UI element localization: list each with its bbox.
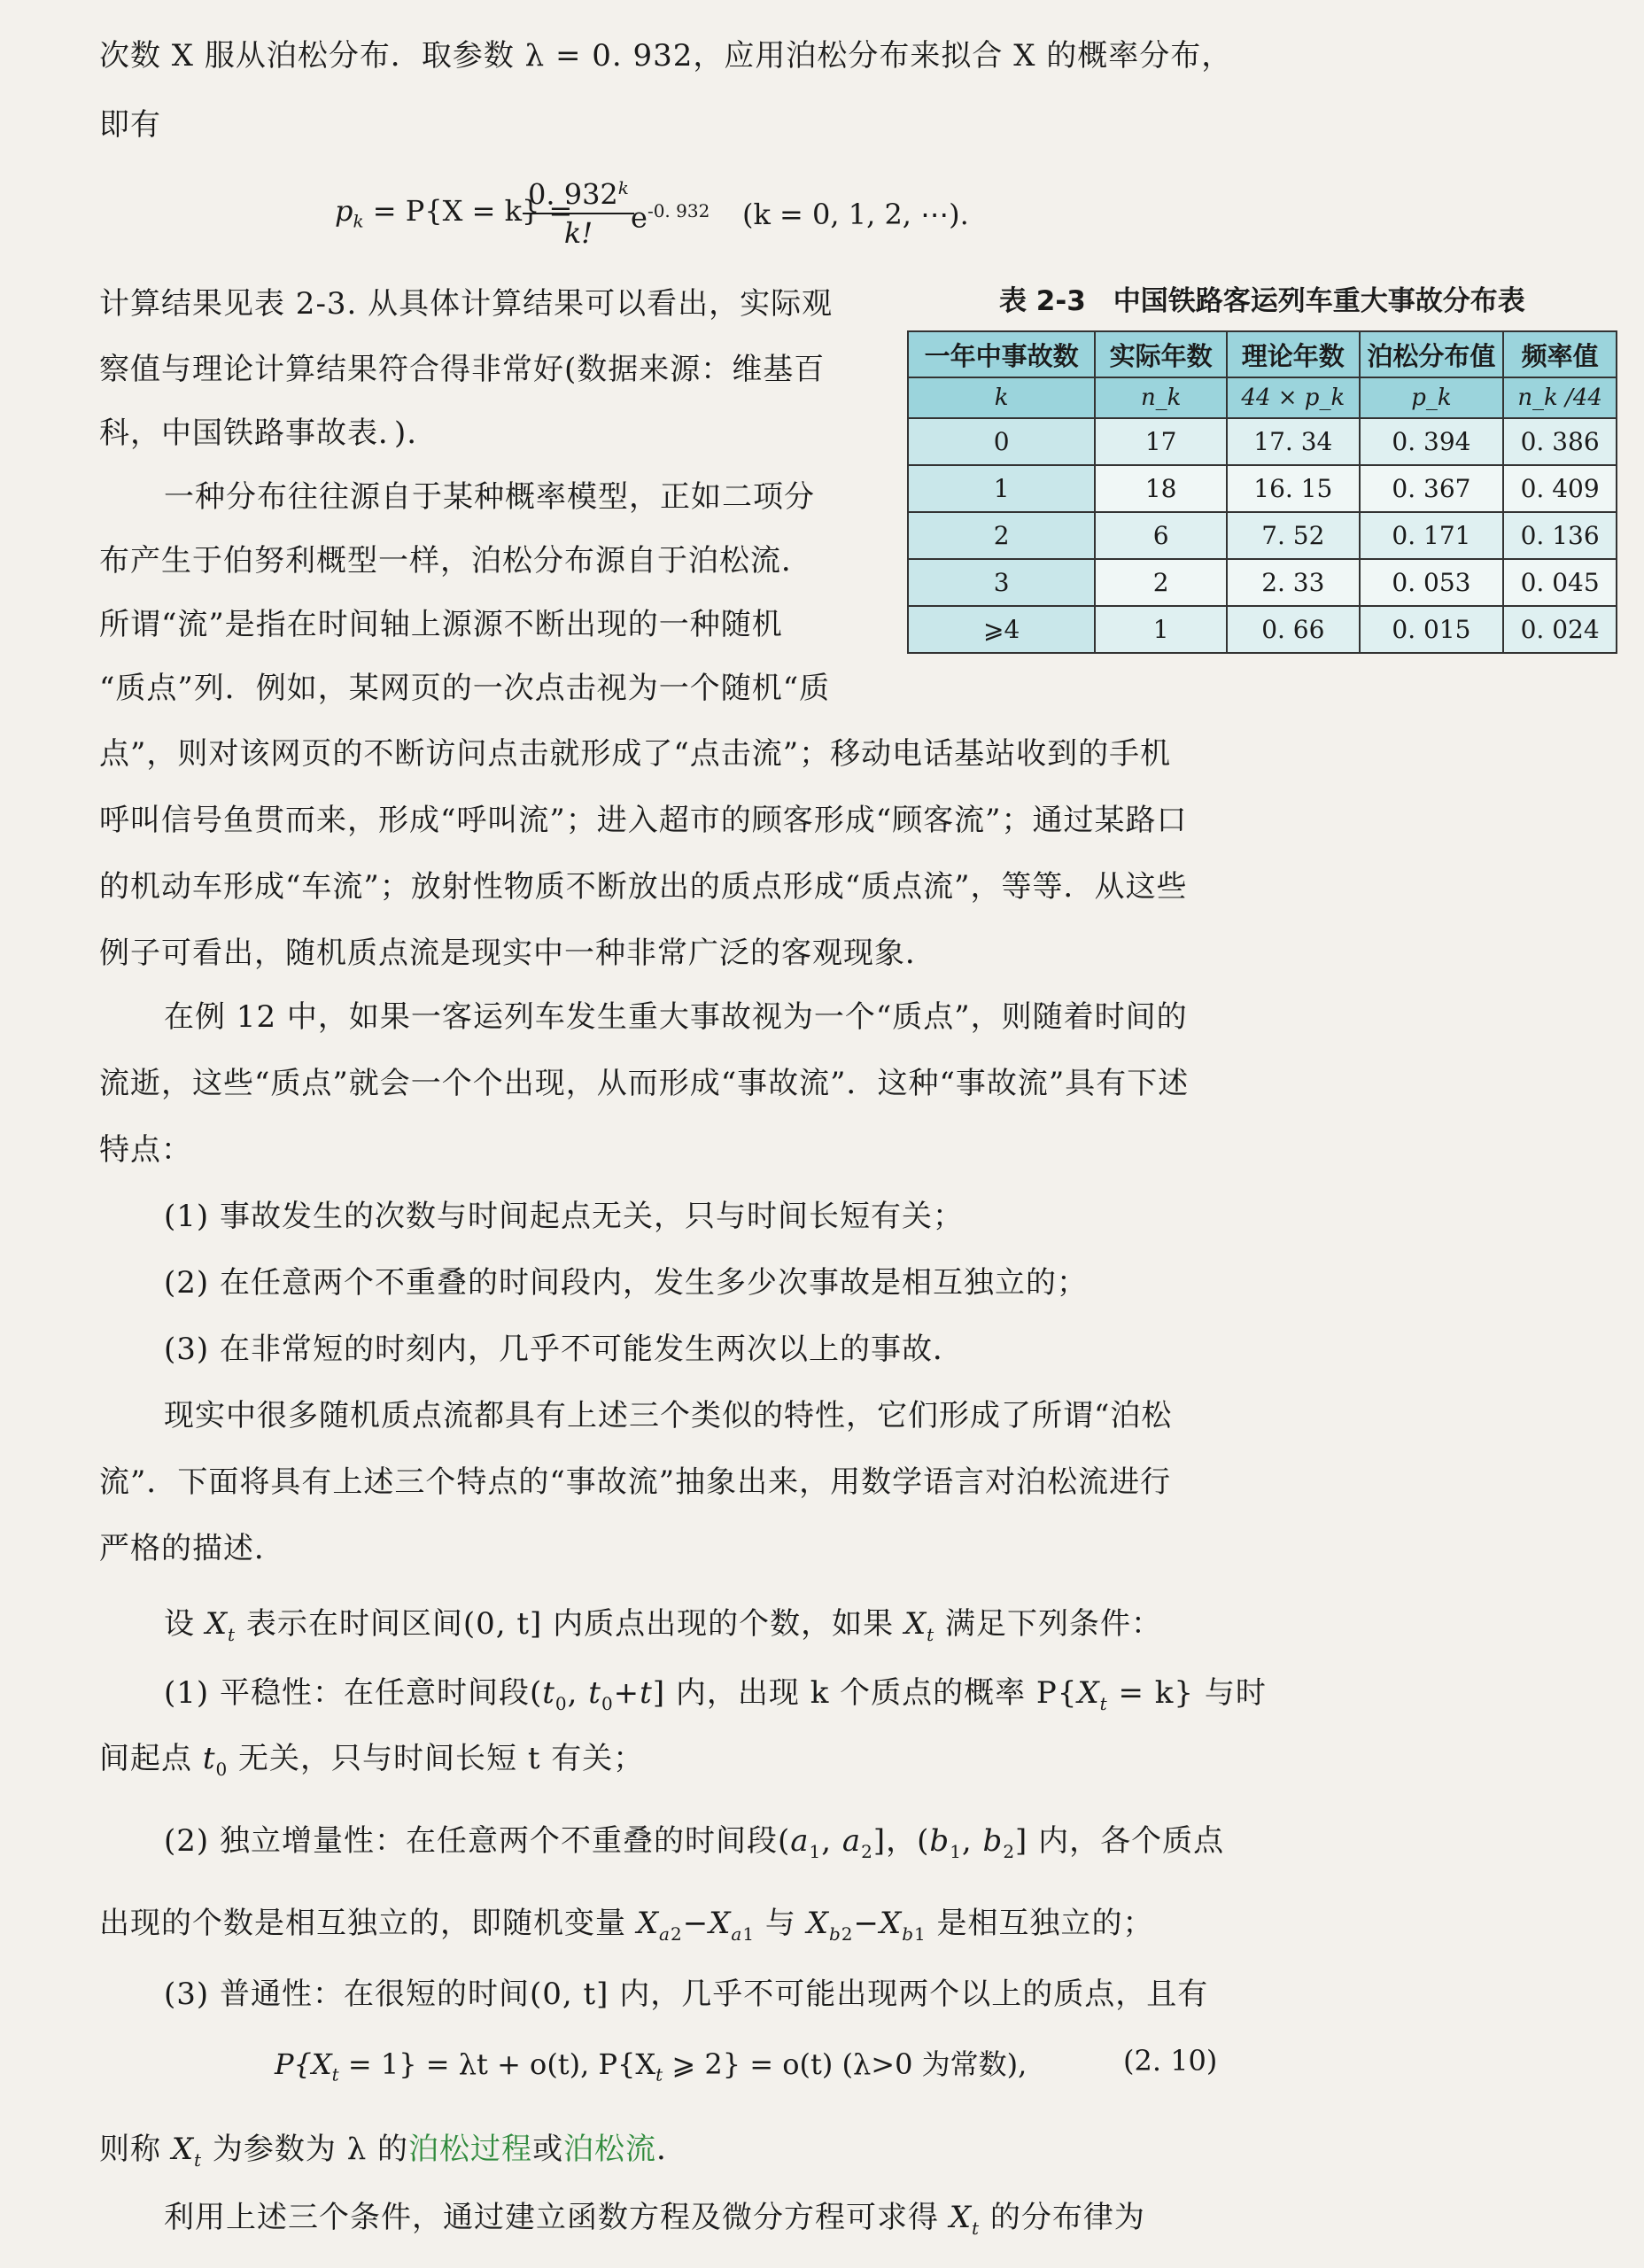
text-span: ] 内，各个质点 <box>1015 1823 1225 1859</box>
term-poisson-flow: 泊松流 <box>563 2132 657 2167</box>
text-line: 即有 <box>99 107 161 143</box>
math-symbol: p <box>335 194 353 228</box>
table-row <box>908 512 1617 559</box>
list-item <box>164 1673 1267 1724</box>
text-line: 点”，则对该网页的不断访问点击就形成了“点击流”；移动电话基站收到的手机 <box>99 736 1172 772</box>
table-subheader: n_k <box>1095 377 1227 418</box>
math-subscript: 0 <box>215 1758 229 1780</box>
text-line: 次数 X 服从泊松分布．取参数 λ = 0. 932，应用泊松分布来拟合 X 的概率分布， <box>99 38 1233 74</box>
formula-fraction <box>523 170 634 252</box>
text-span: ． <box>656 2132 688 2167</box>
math-subscript: 2 <box>1003 1840 1016 1862</box>
table-caption: 表 2-3 中国铁路客运列车重大事故分布表 <box>999 285 1525 317</box>
math-text: +t <box>613 1675 653 1711</box>
math-symbol: X <box>205 1606 229 1642</box>
text-span: 的分布律为 <box>980 2200 1145 2235</box>
math-symbol: X <box>709 1906 732 1941</box>
text-span: 表示在时间区间(0, t] 内质点出现的个数，如果 <box>236 1606 904 1642</box>
math-subscript: 1 <box>809 1840 822 1862</box>
text-span: 或 <box>532 2132 564 2167</box>
text-span: 出现的个数是相互独立的，即随机变量 <box>99 1906 637 1941</box>
text-span: ]，( <box>872 1823 930 1859</box>
math-subscript: b <box>828 1922 841 1945</box>
math-text: = P{X = k} = <box>363 194 573 228</box>
text-span: 设 <box>164 1606 206 1642</box>
table-header: 频率值 <box>1503 331 1617 377</box>
text-span: 利用上述三个条件，通过建立函数方程及微分方程可求得 <box>164 2200 950 2235</box>
text-span: 则称 <box>99 2132 172 2167</box>
text-line: 现实中很多随机质点流都具有上述三个类似的特性，它们形成了所谓“泊松 <box>164 1398 1173 1433</box>
table-cell: 0. 136 <box>1503 512 1617 559</box>
term-poisson-process: 泊松过程 <box>408 2132 533 2167</box>
math-text: ⩾ 2} = o(t) (λ>0 为常数), <box>663 2047 1028 2081</box>
equation-number: (2. 10) <box>1123 2044 1218 2078</box>
table-row <box>908 606 1617 653</box>
table-header: 理论年数 <box>1227 331 1360 377</box>
table-cell: 6 <box>1095 512 1227 559</box>
table-cell: 7. 52 <box>1227 512 1360 559</box>
formula-condition: (k = 0, 1, 2, ⋯). <box>742 198 969 231</box>
table-cell: 0. 015 <box>1360 606 1504 653</box>
math-subscript: 2 <box>861 1840 873 1862</box>
math-symbol: X <box>806 1906 829 1941</box>
math-text: , <box>821 1823 842 1859</box>
table-subheader: p_k <box>1360 377 1504 418</box>
math-symbol: b <box>929 1823 950 1859</box>
math-symbol: t <box>202 1741 216 1776</box>
table-header: 一年中事故数 <box>908 331 1095 377</box>
table-row <box>908 418 1617 465</box>
table-cell: 0. 394 <box>1360 418 1504 465</box>
table-cell: ⩾4 <box>908 606 1095 653</box>
table-cell: 2 <box>908 512 1095 559</box>
table-cell: 1 <box>908 465 1095 512</box>
math-subscript: t <box>1099 1692 1108 1714</box>
accident-distribution-table <box>907 330 1617 654</box>
table-cell: 0. 386 <box>1503 418 1617 465</box>
math-subscript: a <box>659 1922 671 1945</box>
math-symbol: X <box>903 1606 927 1642</box>
text-line: 科，中国铁路事故表．). <box>99 416 418 451</box>
text-span: ] 内，出现 k 个质点的概率 P{ <box>652 1675 1078 1711</box>
table-cell: 0 <box>908 418 1095 465</box>
table-cell: 3 <box>908 559 1095 606</box>
math-symbol: t <box>542 1675 555 1711</box>
math-subscript: t <box>331 2063 339 2085</box>
text-span: 无关，只与时间长短 t 有关； <box>228 1741 645 1776</box>
math-text: P{X <box>275 2047 332 2081</box>
equation-2-10 <box>275 2047 1027 2092</box>
text-line: 察值与理论计算结果符合得非常好(数据来源：维基百 <box>99 352 826 387</box>
text-line: 流”．下面将具有上述三个特点的“事故流”抽象出来，用数学语言对泊松流进行 <box>99 1464 1172 1500</box>
math-subscript: t <box>228 1623 237 1645</box>
table-cell: 0. 171 <box>1360 512 1504 559</box>
table-row <box>908 559 1617 606</box>
list-item: (1) 事故发生的次数与时间起点无关，只与时间长短有关； <box>164 1199 964 1234</box>
list-item: (3) 普通性：在很短的时间(0, t] 内，几乎不可能出现两个以上的质点，且有 <box>164 1977 1209 2012</box>
math-subscript: 2 <box>670 1922 683 1945</box>
text-line <box>99 1903 1154 1954</box>
text-line: 严格的描述． <box>99 1531 285 1566</box>
math-text: = 1} = λt + o(t), P{X <box>338 2047 656 2081</box>
text-span: 间起点 <box>99 1741 203 1776</box>
math-symbol: X <box>636 1906 660 1941</box>
math-symbol: a <box>841 1823 862 1859</box>
math-subscript: t <box>927 1623 935 1645</box>
math-symbol: X <box>1077 1675 1100 1711</box>
text-line <box>164 2197 1145 2249</box>
math-superscript: -0. 932 <box>647 200 710 221</box>
text-span: = k} 与时 <box>1107 1675 1267 1711</box>
list-item: (3) 在非常短的时刻内，几乎不可能发生两次以上的事故． <box>164 1332 964 1367</box>
table-subheader: k <box>908 377 1095 418</box>
text-span: 满足下列条件： <box>934 1606 1163 1642</box>
text-line <box>99 2129 687 2180</box>
math-text: − <box>853 1906 880 1941</box>
text-line: 的机动车形成“车流”；放射性物质不断放出的质点形成“质点流”，等等．从这些 <box>99 869 1188 905</box>
table-cell: 0. 409 <box>1503 465 1617 512</box>
table-cell: 17 <box>1095 418 1227 465</box>
math-subscript: 1 <box>742 1922 756 1945</box>
math-text: , <box>961 1823 983 1859</box>
math-subscript: t <box>972 2217 981 2239</box>
math-subscript: k <box>353 210 364 232</box>
table-cell: 0. 053 <box>1360 559 1504 606</box>
table-cell: 0. 024 <box>1503 606 1617 653</box>
math-subscript: t <box>655 2063 663 2085</box>
math-symbol: b <box>982 1823 1004 1859</box>
table-cell: 0. 045 <box>1503 559 1617 606</box>
math-subscript: 2 <box>841 1922 854 1945</box>
fraction-numerator <box>523 170 634 214</box>
math-superscript: k <box>617 177 629 198</box>
math-symbol: a <box>790 1823 810 1859</box>
math-subscript: a <box>731 1922 743 1945</box>
text-span: (2) 独立增量性：在任意两个不重叠的时间段( <box>164 1823 791 1859</box>
table-subheader: n_k /44 <box>1503 377 1617 418</box>
text-line: 布产生于伯努利概型一样，泊松分布源自于泊松流． <box>99 543 812 579</box>
math-text: , <box>567 1675 589 1711</box>
fraction-denominator: k! <box>563 215 593 250</box>
math-subscript: 0 <box>601 1692 614 1714</box>
math-subscript: 1 <box>950 1840 962 1862</box>
math-subscript: t <box>194 2148 203 2171</box>
math-text: − <box>682 1906 710 1941</box>
math-symbol: X <box>171 2132 195 2167</box>
text-line: 流逝，这些“质点”就会一个个出现，从而形成“事故流”．这种“事故流”具有下述 <box>99 1066 1190 1101</box>
math-subscript: b <box>902 1922 915 1945</box>
text-line: 一种分布往往源自于某种概率模型，正如二项分 <box>164 479 815 515</box>
text-line: 特点： <box>99 1132 192 1168</box>
text-span: (1) 平稳性：在任意时间段( <box>164 1675 543 1711</box>
text-line: 所谓“流”是指在时间轴上源源不断出现的一种随机 <box>99 607 783 642</box>
math-text: e <box>631 200 648 235</box>
text-line: 在例 12 中，如果一客运列车发生重大事故视为一个“质点”，则随着时间的 <box>164 999 1188 1035</box>
table-cell: 17. 34 <box>1227 418 1360 465</box>
text-span: 是相互独立的； <box>926 1906 1154 1941</box>
list-item: (2) 在任意两个不重叠的时间段内，发生多少次事故是相互独立的； <box>164 1265 1088 1301</box>
math-symbol: t <box>588 1675 601 1711</box>
text-line: “质点”列．例如，某网页的一次点击视为一个随机“质 <box>99 671 831 706</box>
text-line: 计算结果见表 2-3. 从具体计算结果可以看出，实际观 <box>99 286 834 322</box>
text-line <box>164 1604 1162 1655</box>
formula-exp <box>631 193 710 236</box>
text-span: 与 <box>755 1906 807 1941</box>
table-cell: 0. 367 <box>1360 465 1504 512</box>
table-cell: 1 <box>1095 606 1227 653</box>
table-row <box>908 465 1617 512</box>
table-header: 实际年数 <box>1095 331 1227 377</box>
table-cell: 2 <box>1095 559 1227 606</box>
math-text: 0. 932 <box>528 177 618 212</box>
table-cell: 16. 15 <box>1227 465 1360 512</box>
text-line <box>99 1738 644 1790</box>
math-subscript: 1 <box>914 1922 927 1945</box>
table-header: 泊松分布值 <box>1360 331 1504 377</box>
table-cell: 2. 33 <box>1227 559 1360 606</box>
table-cell: 0. 66 <box>1227 606 1360 653</box>
text-span: 为参数为 λ 的 <box>202 2132 409 2167</box>
math-symbol: X <box>949 2200 973 2235</box>
text-line: 呼叫信号鱼贯而来，形成“呼叫流”；进入超市的顾客形成“顾客流”；通过某路口 <box>99 803 1188 838</box>
math-symbol: X <box>879 1906 903 1941</box>
text-line: 例子可看出，随机质点流是现实中一种非常广泛的客观现象． <box>99 936 936 971</box>
table-subheader: 44 × p_k <box>1227 377 1360 418</box>
list-item <box>164 1821 1224 1872</box>
table-cell: 18 <box>1095 465 1227 512</box>
math-subscript: 0 <box>554 1692 568 1714</box>
